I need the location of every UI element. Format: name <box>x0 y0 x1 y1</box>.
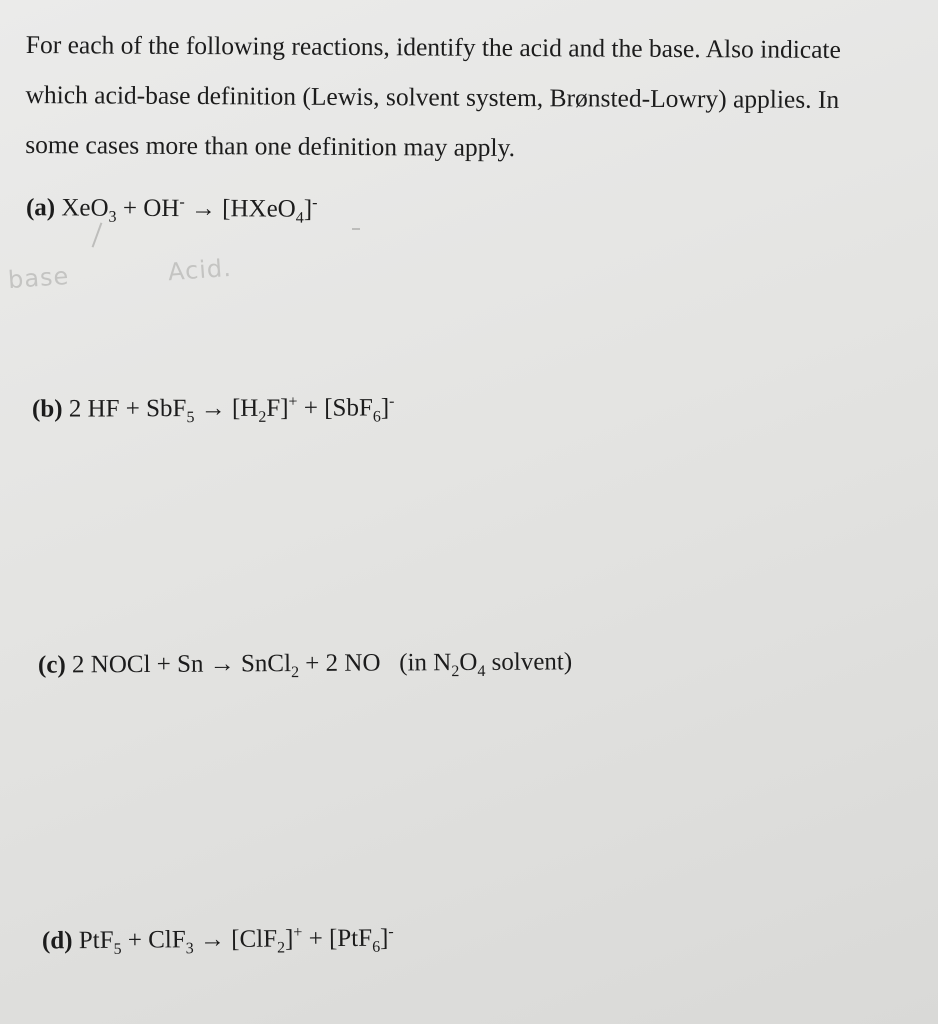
superscript: - <box>179 193 185 211</box>
instructions-paragraph <box>25 20 931 176</box>
subscript: 2 <box>451 663 460 681</box>
question-b-text: 2 HF + SbF <box>62 395 187 423</box>
subscript: 2 <box>258 408 267 426</box>
question-c <box>38 647 572 680</box>
question-b-label: (b) <box>31 395 63 423</box>
subscript: 6 <box>372 408 381 426</box>
instructions-line-1: For each of the following reactions, identify the acid and the base. Also indicate <box>25 29 841 64</box>
superscript: - <box>389 393 395 411</box>
subscript: 5 <box>186 409 195 427</box>
superscript: - <box>312 194 318 212</box>
question-a-text: → [HXeO <box>184 195 296 223</box>
question-a-text: ] <box>303 195 313 223</box>
question-c-label: (c) <box>37 651 66 679</box>
superscript: + <box>288 393 298 411</box>
pencil-dash-mark <box>352 228 360 230</box>
instructions-line-3: some cases more than one definition may apply. <box>25 129 516 162</box>
superscript: + <box>293 924 303 942</box>
question-d-text: + ClF <box>121 926 186 954</box>
question-b-text: + [SbF <box>297 394 373 422</box>
question-d-text: ] <box>379 924 389 952</box>
question-b-text: F] <box>266 394 289 422</box>
question-c-text: O <box>459 648 478 677</box>
superscript: - <box>388 923 394 941</box>
question-a-text: + OH <box>116 194 180 223</box>
question-a-text: XeO <box>55 194 109 222</box>
question-d-text: → [ClF <box>193 925 278 954</box>
question-d-label: (d) <box>41 927 73 955</box>
question-a-label: (a) <box>25 194 56 222</box>
handwritten-note-acid: Acid. <box>167 253 233 287</box>
handwritten-note-base: base <box>7 261 71 295</box>
subscript: 2 <box>291 664 300 682</box>
subscript: 3 <box>185 940 194 958</box>
question-c-text: + 2 NO (in N <box>298 649 452 678</box>
instructions-line-2: which acid-base definition (Lewis, solvent system, Brønsted-Lowry) applies. In <box>25 79 840 114</box>
subscript: 2 <box>277 939 286 957</box>
question-d-text: PtF <box>72 926 114 955</box>
subscript: 5 <box>113 940 122 958</box>
subscript: 3 <box>108 208 117 226</box>
question-b-text: → [H <box>194 394 259 423</box>
question-a <box>26 193 318 225</box>
question-b <box>31 393 395 427</box>
question-c-text: solvent) <box>485 648 573 676</box>
subscript: 6 <box>372 938 381 956</box>
question-d-text: ] <box>284 925 294 953</box>
pencil-arrow-mark <box>92 222 103 247</box>
question-d <box>42 924 394 957</box>
question-b-text: ] <box>380 394 390 422</box>
question-d-text: + [PtF <box>302 924 373 953</box>
subscript: 4 <box>295 209 304 227</box>
question-c-text: 2 NOCl + Sn → SnCl <box>65 650 292 679</box>
subscript: 4 <box>477 662 486 680</box>
